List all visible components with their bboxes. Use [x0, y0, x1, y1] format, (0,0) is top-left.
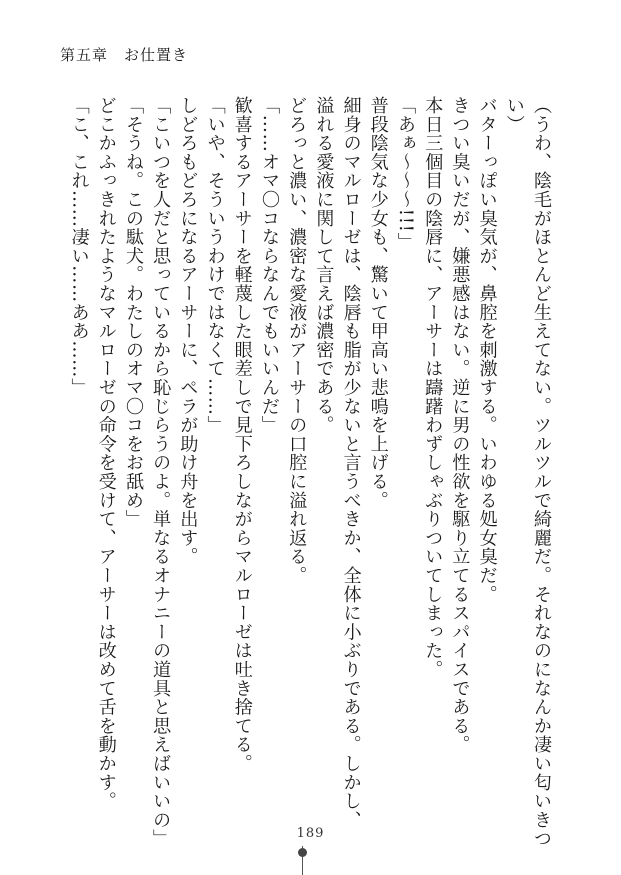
text-line: 普段陰気な少女も、驚いて甲高い悲鳴を上げる。: [367, 96, 389, 510]
text-line: 「こ、これ……凄い……ああ……」: [68, 96, 90, 397]
page-number: 189: [296, 826, 325, 841]
text-line: い）: [503, 96, 525, 134]
text-line: 「こいつを人だと思っているから恥じらうのよ。単なるオナニーの道具と思えばいいの」: [150, 96, 172, 848]
folio-dot-icon: [298, 848, 307, 857]
text-line: きつい臭いだが、嫌悪感はない。逆に男の性欲を駆り立てるスパイスである。: [449, 96, 471, 754]
text-line: バターっぽい臭気が、鼻腔を刺激する。いわゆる処女臭だ。: [476, 96, 498, 604]
text-line: 本日三個目の陰唇に、アーサーは躊躇わずしゃぶりついてしまった。: [422, 96, 444, 679]
text-line: 細身のマルローゼは、陰唇も脂が少ないと言うべきか、全体に小ぶりである。しかし、: [340, 96, 362, 830]
text-line: 「あぁ～～～!!!」: [394, 96, 416, 252]
text-line: しどろもどろになるアーサーに、ペラが助け舟を出す。: [177, 96, 199, 566]
text-line: どこかふっきれたようなマルローゼの命令を受けて、アーサーは改めて舌を動かす。: [95, 96, 117, 811]
running-head: 第五章 お仕置き: [60, 46, 189, 64]
text-line: 「そうね。この駄犬。わたしのオマ〇コをお舐め」: [122, 96, 144, 529]
text-line: 歓喜するアーサーを軽蔑した眼差しで見下ろしながらマルローゼは吐き捨てる。: [231, 96, 253, 773]
text-line: 「いや、そういうわけではなくて……」: [204, 96, 226, 435]
text-line: （うわ、陰毛がほとんど生えてない。ツルツルで綺麗だ。それなのになんか凄い匂いきつ: [531, 96, 552, 848]
text-line: 溢れる愛液に関して言えば濃密である。: [313, 96, 335, 435]
text-line: どろっと濃い、濃密な愛液がアーサーの口腔に溢れ返る。: [286, 96, 308, 585]
text-line: 「……オマ〇コならなんでもいいんだ」: [258, 96, 280, 435]
